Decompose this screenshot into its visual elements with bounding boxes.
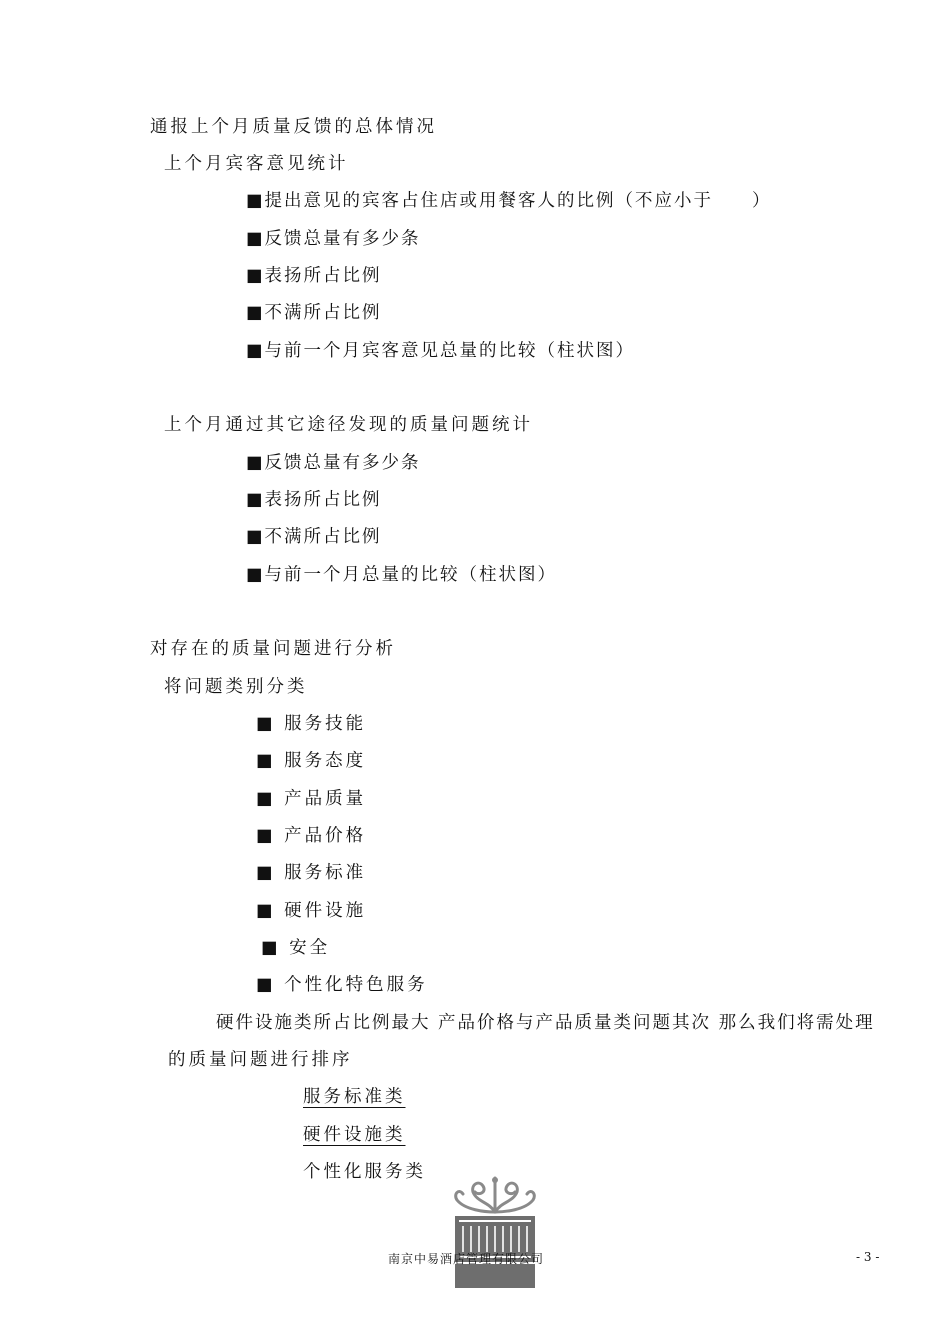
page-number: - 3 -: [856, 1250, 880, 1264]
section-1a-title: 上个月宾客意见统计: [164, 154, 349, 174]
list-item: ■不满所占比例: [246, 303, 382, 323]
list-item: ■提出意见的宾客占住店或用餐客人的比例（不应小于 ）: [246, 191, 772, 211]
category-item: ■ 产品质量: [256, 789, 367, 809]
category-item: ■ 安全: [261, 938, 331, 958]
category-item: ■ 服务技能: [256, 714, 367, 734]
category-item: ■ 服务态度: [256, 751, 367, 771]
ranking-item-2: 硬件设施类: [303, 1125, 406, 1145]
company-logo: [451, 1172, 539, 1290]
category-item: ■ 产品价格: [256, 826, 367, 846]
list-item: ■反馈总量有多少条: [246, 229, 421, 249]
section-2a-title: 将问题类别分类: [164, 677, 308, 697]
footer-company-name: 南京中易酒店管理有限公司: [388, 1252, 545, 1266]
list-item: ■与前一个月宾客意见总量的比较（柱状图）: [246, 341, 636, 361]
category-item: ■ 个性化特色服务: [256, 975, 428, 995]
analysis-paragraph-line-1: 硬件设施类所占比例最大 产品价格与产品质量类问题其次 那么我们将需处理: [216, 1013, 875, 1033]
list-item: ■表扬所占比例: [246, 266, 382, 286]
section-1b-title: 上个月通过其它途径发现的质量问题统计: [164, 415, 533, 435]
analysis-paragraph-line-2: 的质量问题进行排序: [168, 1050, 353, 1070]
category-item: ■ 服务标准: [256, 863, 367, 883]
list-item: ■反馈总量有多少条: [246, 453, 421, 473]
section-1-title: 通报上个月质量反馈的总体情况: [150, 117, 437, 137]
list-item: ■不满所占比例: [246, 527, 382, 547]
category-item: ■ 硬件设施: [256, 901, 367, 921]
list-item: ■表扬所占比例: [246, 490, 382, 510]
section-2-title: 对存在的质量问题进行分析: [150, 639, 396, 659]
list-item: ■与前一个月总量的比较（柱状图）: [246, 565, 558, 585]
ranking-item-3: 个性化服务类: [303, 1162, 426, 1182]
ranking-item-1: 服务标准类: [303, 1087, 406, 1107]
